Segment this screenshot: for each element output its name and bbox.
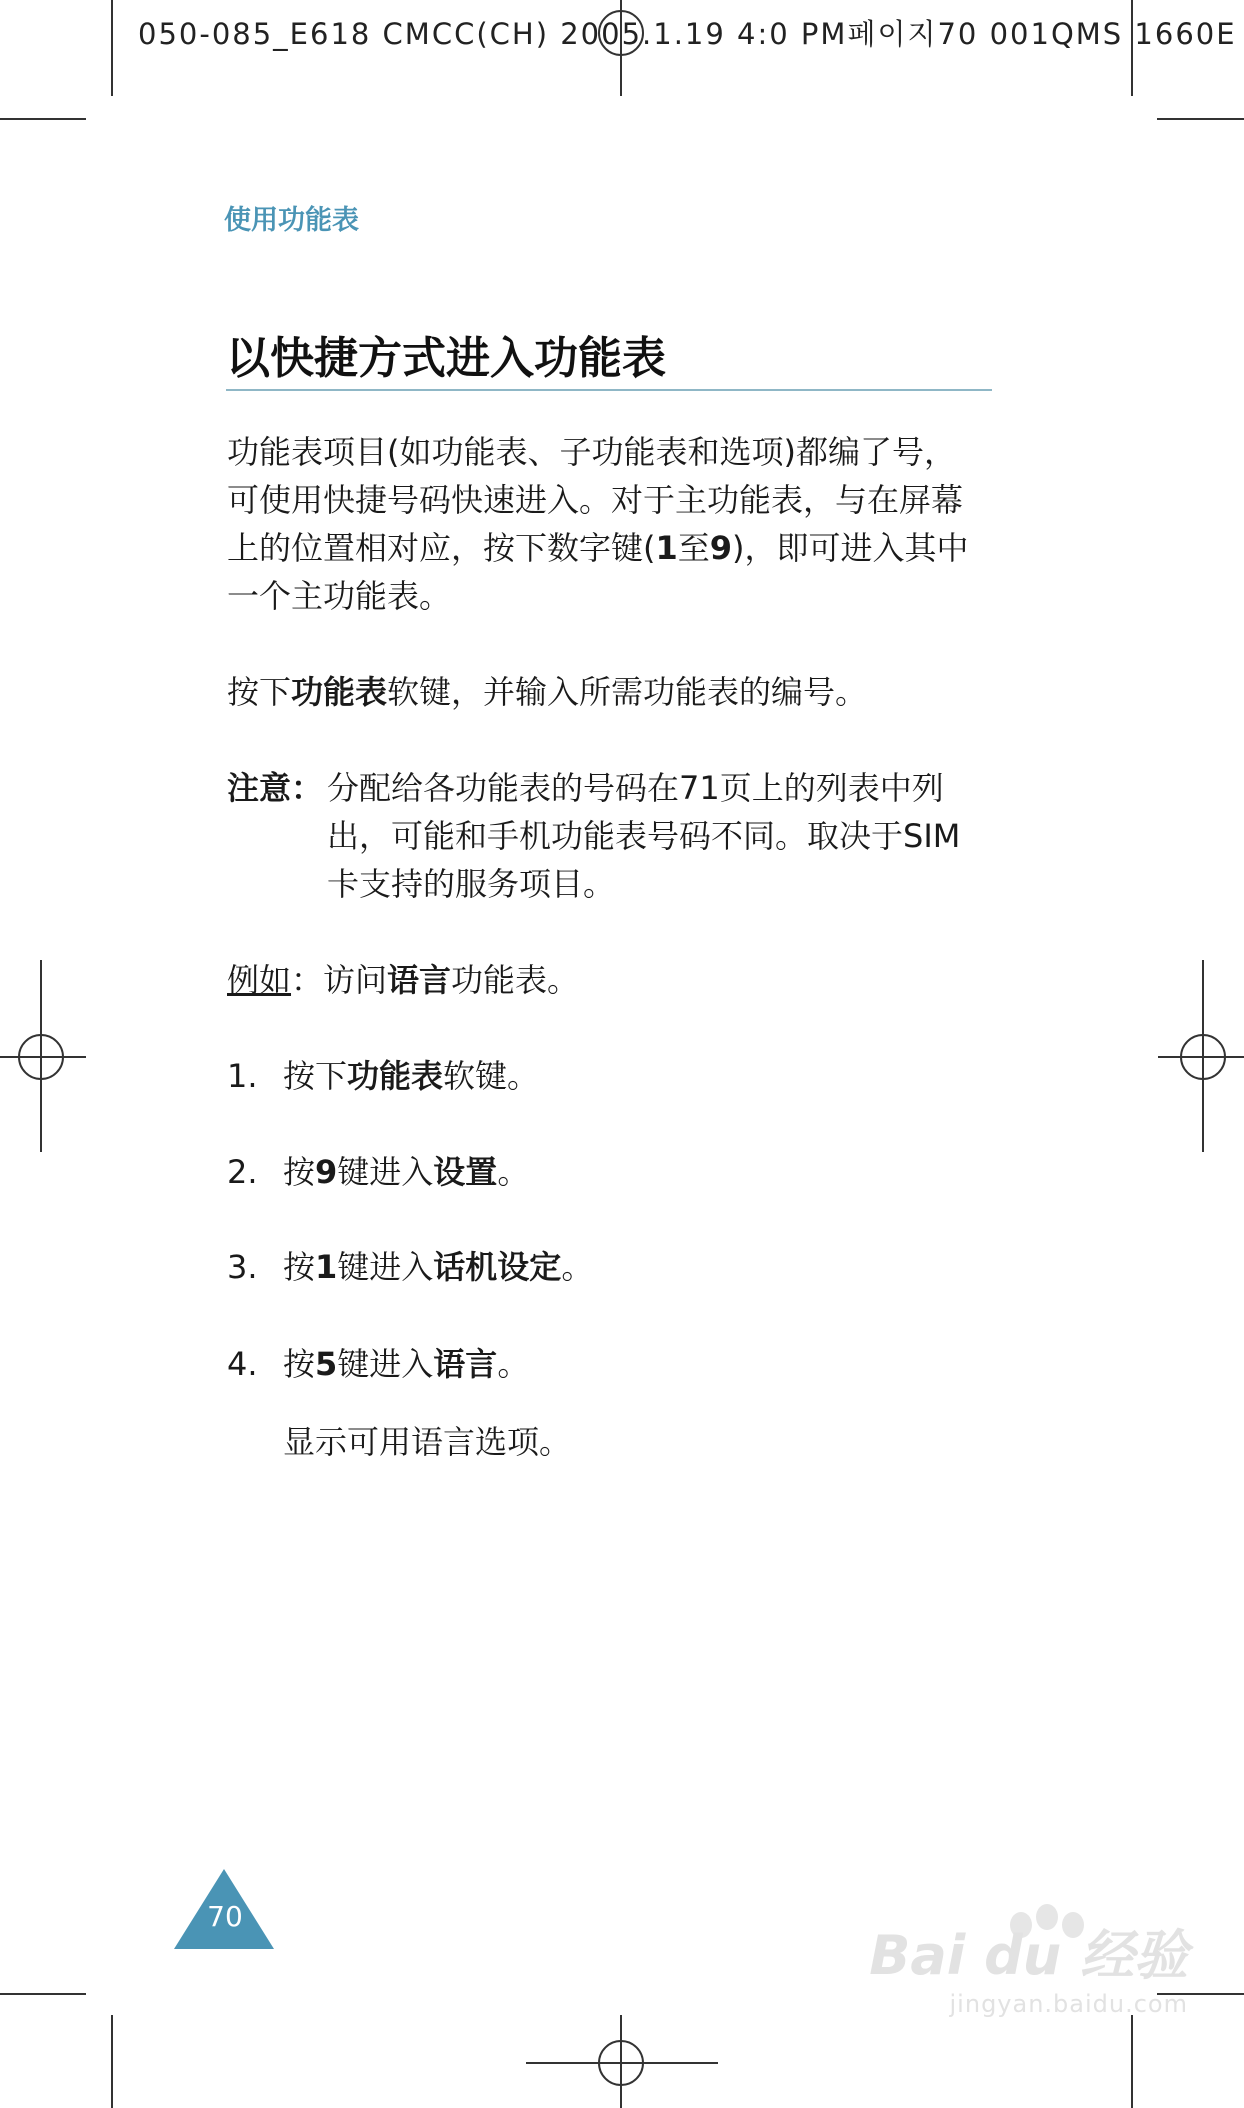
crop-mark <box>0 1993 86 1995</box>
step-number: 1. <box>227 1057 258 1095</box>
step-result: 显示可用语言选项。 <box>283 1423 572 1461</box>
section-label: 使用功能表 <box>224 205 359 236</box>
title-divider <box>226 389 992 391</box>
print-header: 050-085_E618 CMCC(CH) 2005.1.19 4:0 PM페이지70 001QMS 1660E <box>138 17 1237 51</box>
step-text: 按5键进入语言。 <box>283 1345 530 1383</box>
example-label: 例如 <box>227 961 292 999</box>
page-title: 以快捷方式进入功能表 <box>226 333 666 384</box>
page-number: 70 <box>207 1900 243 1933</box>
note-text: 分配给各功能表的号码在71页上的列表中列出，可能和手机功能表号码不同。取决于SIM卡支持的服务项目。 <box>327 769 961 903</box>
intro-paragraph: 功能表项目(如功能表、子功能表和选项)都编了号，可使用快捷号码快速进入。对于主功能表，与在屏幕上的位置相对应，按下数字键(1至9)，即可进入其中一个主功能表。 <box>227 433 969 615</box>
instruction-paragraph: 按下功能表软键，并输入所需功能表的编号。 <box>227 673 868 711</box>
registration-mark <box>1180 1034 1226 1080</box>
watermark <box>869 1913 1188 2018</box>
step-number: 3. <box>227 1248 258 1286</box>
crop-mark <box>1131 2015 1133 2108</box>
registration-mark <box>598 2040 644 2086</box>
note-label: 注意： <box>227 769 324 807</box>
crop-mark <box>111 0 113 96</box>
step-number: 2. <box>227 1153 258 1191</box>
registration-mark <box>18 1034 64 1080</box>
crop-mark <box>111 2015 113 2108</box>
step-text: 按下功能表软键。 <box>283 1057 540 1095</box>
step-text: 按9键进入设置。 <box>283 1153 530 1191</box>
example-line: 例如：访问语言功能表。 <box>227 961 580 999</box>
crop-mark <box>1157 118 1244 120</box>
crop-mark <box>0 118 86 120</box>
watermark-logo: Bai du 经验 <box>869 1924 1188 1987</box>
step-number: 4. <box>227 1345 258 1383</box>
watermark-url: jingyan.baidu.com <box>949 1990 1188 2018</box>
step-text: 按1键进入话机设定。 <box>283 1248 594 1286</box>
